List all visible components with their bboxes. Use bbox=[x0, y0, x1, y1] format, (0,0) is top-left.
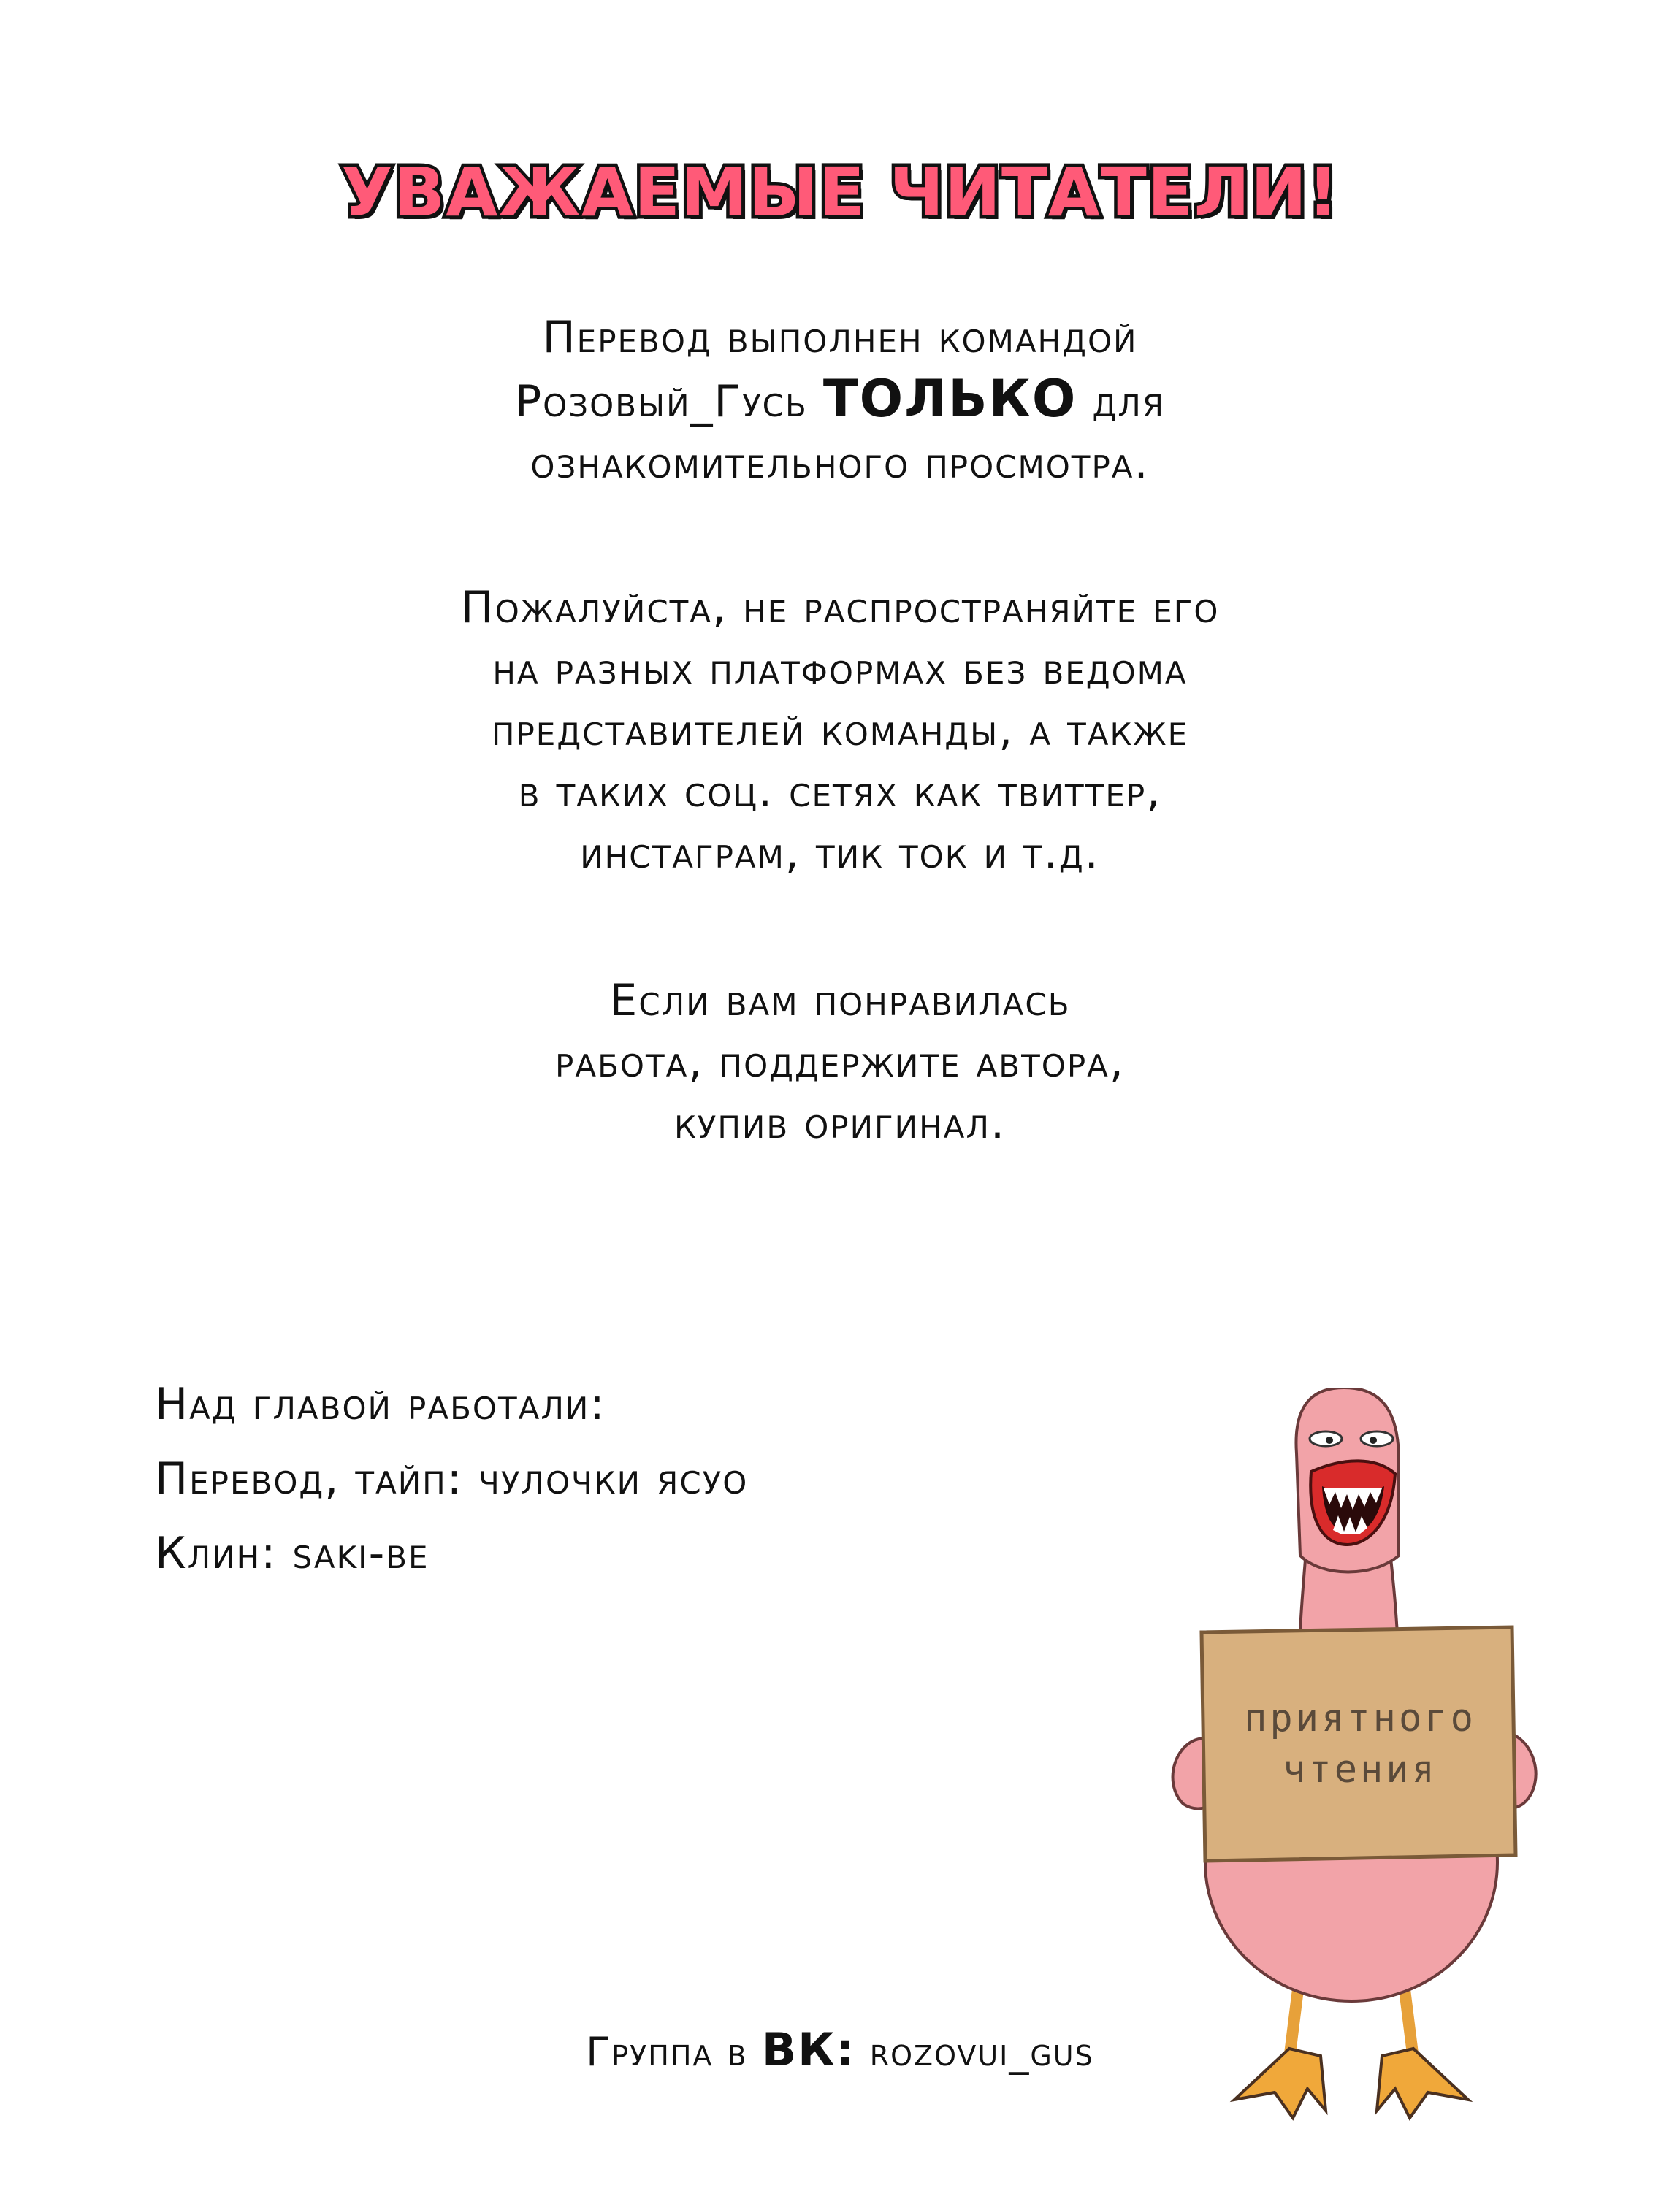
vk-group-footer bbox=[0, 2023, 1680, 2076]
team-name: Розовый_Гусь bbox=[514, 376, 808, 427]
only-emphasis: ТОЛЬКО bbox=[822, 369, 1077, 429]
notice-line: инстаграм, тик ток и т.д. bbox=[580, 827, 1100, 879]
notice-line: ознакомительного просмотра. bbox=[530, 437, 1150, 489]
goose-pupil bbox=[1370, 1437, 1377, 1444]
cardboard-sign bbox=[1202, 1627, 1516, 1861]
goose-teeth bbox=[1333, 1515, 1367, 1534]
credits-heading: Над главой работали: bbox=[155, 1379, 606, 1430]
notice-line: работа, поддержите автора, bbox=[555, 1036, 1125, 1087]
footer-prefix: Группа в bbox=[586, 2029, 748, 2075]
notice-line bbox=[0, 368, 1680, 432]
sign-line-2: чтения bbox=[1283, 1748, 1437, 1792]
credits-translation: Перевод, тайп: чулочки ясуо bbox=[155, 1453, 749, 1504]
notice-line: Пожалуйста, не распространяйте его bbox=[460, 582, 1220, 633]
notice-line: купив оригинал. bbox=[673, 1098, 1007, 1149]
sign-line-1: приятного bbox=[1244, 1697, 1476, 1740]
notice-line: представителей команды, а также bbox=[491, 705, 1189, 756]
page-title: УВАЖАЕМЫЕ ЧИТАТЕЛИ! bbox=[341, 153, 1339, 232]
goose-eye bbox=[1310, 1431, 1342, 1446]
notice-line: на разных платформах без ведома bbox=[492, 643, 1188, 695]
support-notice bbox=[0, 970, 1680, 1154]
translation-notice bbox=[0, 307, 1680, 494]
notice-line: в таких соц. сетях как твиттер, bbox=[518, 766, 1162, 817]
credits-clean: Клин: saki-be bbox=[155, 1528, 429, 1579]
credits-block bbox=[155, 1367, 748, 1591]
notice-line: Перевод выполнен командой bbox=[542, 312, 1138, 363]
goose-pupil bbox=[1326, 1437, 1333, 1444]
vk-handle: rozovui_gus bbox=[869, 2029, 1094, 2075]
distribution-notice bbox=[0, 577, 1680, 884]
goose-eye bbox=[1361, 1431, 1393, 1446]
vk-label: ВК: bbox=[761, 2023, 856, 2076]
notice-word: для bbox=[1092, 376, 1166, 427]
goose-mascot-illustration bbox=[1125, 1388, 1578, 2133]
notice-line: Если вам понравилась bbox=[609, 975, 1071, 1026]
